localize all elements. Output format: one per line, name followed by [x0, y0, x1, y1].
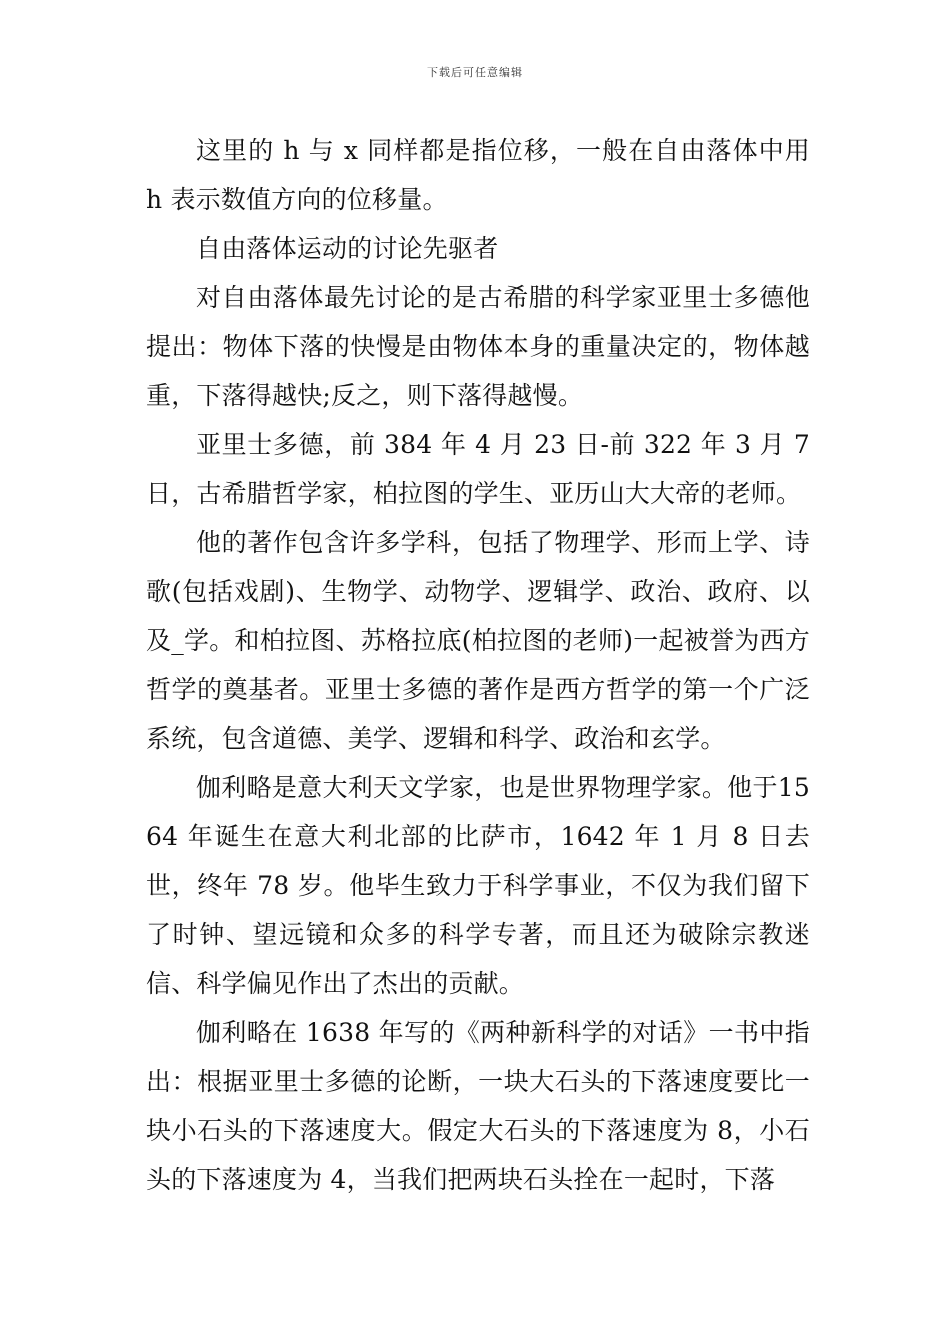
- paragraph-galileo-bio: 伽利略是意大利天文学家，也是世界物理学家。他于1564 年诞生在意大利北部的比萨市，1642 年 1 月 8 日去世，终年 78 岁。他毕生致力于科学事业，不仅为我们留下了时钟、望远镜和众多的科学专著，而且还为破除宗教迷信、科学偏见作出了杰出的贡献。: [146, 773, 810, 998]
- paragraph-displacement: 这里的 h 与 x 同样都是指位移，一般在自由落体中用 h 表示数值方向的位移量。: [146, 136, 810, 214]
- section-heading-pioneers: 自由落体运动的讨论先驱者: [196, 234, 499, 263]
- paragraph-aristotle-view: 对自由落体最先讨论的是古希腊的科学家亚里士多德他提出：物体下落的快慢是由物体本身的重量决定的，物体越重，下落得越快;反之，则下落得越慢。: [146, 283, 810, 410]
- paragraph-galileo-dialogue: 伽利略在 1638 年写的《两种新科学的对话》一书中指出：根据亚里士多德的论断，一块大石头的下落速度要比一块小石头的下落速度大。假定大石头的下落速度为 8，小石头的下落速度为 4，当我们把两块石头拴在一起时，下落: [146, 1018, 810, 1194]
- document-body: [146, 126, 810, 1204]
- page-header: 下载后可任意编辑: [427, 66, 523, 79]
- paragraph-aristotle-works: 他的著作包含许多学科，包括了物理学、形而上学、诗歌(包括戏剧)、生物学、动物学、逻辑学、政治、政府、以及_学。和柏拉图、苏格拉底(柏拉图的老师)一起被誉为西方哲学的奠基者。亚里士多德的著作是西方哲学的第一个广泛系统，包含道德、美学、逻辑和科学、政治和玄学。: [146, 528, 810, 753]
- paragraph-aristotle-bio: 亚里士多德，前 384 年 4 月 23 日-前 322 年 3 月 7 日，古希腊哲学家，柏拉图的学生、亚历山大大帝的老师。: [146, 430, 810, 508]
